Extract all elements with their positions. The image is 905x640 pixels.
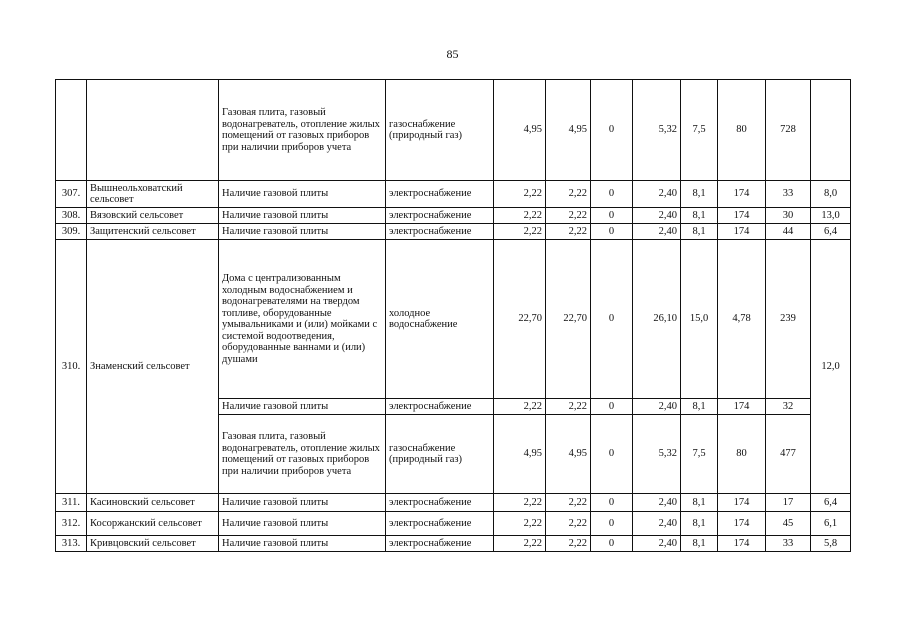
value-cell: 2,22 [494, 181, 546, 208]
table-row [56, 208, 851, 224]
value-cell: 728 [766, 80, 811, 181]
service-description: Дома с централизованным холодным водоснабжением и водонагревателями на твердом топливе, оборудованные умывальниками и (или) мойками с системой водоотведения, оборудованные ваннами и (или) душами [219, 240, 386, 399]
last-value: 8,0 [811, 181, 851, 208]
last-value [811, 80, 851, 181]
value-cell: 2,22 [494, 494, 546, 512]
value-cell: 2,22 [546, 536, 591, 552]
value-cell: 2,22 [494, 224, 546, 240]
value-cell: 4,78 [718, 240, 766, 399]
service-type: электроснабжение [386, 399, 494, 415]
table-row [56, 240, 851, 399]
service-type: газоснабжение (природный газ) [386, 80, 494, 181]
settlement-name: Знаменский сельсовет [87, 240, 219, 494]
value-cell: 8,1 [681, 181, 718, 208]
value-cell: 2,40 [633, 399, 681, 415]
service-type: холодное водоснабжение [386, 240, 494, 399]
value-cell: 2,40 [633, 536, 681, 552]
value-cell: 0 [591, 208, 633, 224]
value-cell: 2,22 [546, 399, 591, 415]
last-value: 12,0 [811, 240, 851, 494]
value-cell: 30 [766, 208, 811, 224]
value-cell: 239 [766, 240, 811, 399]
value-cell: 174 [718, 208, 766, 224]
row-number: 313. [56, 536, 87, 552]
value-cell: 8,1 [681, 536, 718, 552]
value-cell: 8,1 [681, 399, 718, 415]
value-cell: 33 [766, 536, 811, 552]
value-cell: 0 [591, 224, 633, 240]
value-cell: 8,1 [681, 224, 718, 240]
value-cell: 2,22 [494, 512, 546, 536]
value-cell: 0 [591, 80, 633, 181]
value-cell: 174 [718, 494, 766, 512]
value-cell: 22,70 [546, 240, 591, 399]
service-description: Наличие газовой плиты [219, 208, 386, 224]
value-cell: 7,5 [681, 80, 718, 181]
service-type: электроснабжение [386, 181, 494, 208]
utility-norms-table [55, 79, 851, 552]
table-row [56, 536, 851, 552]
value-cell: 8,1 [681, 494, 718, 512]
value-cell: 2,22 [546, 181, 591, 208]
value-cell: 44 [766, 224, 811, 240]
page-number: 85 [446, 47, 459, 61]
row-number: 307. [56, 181, 87, 208]
service-type: электроснабжение [386, 536, 494, 552]
last-value: 6,1 [811, 512, 851, 536]
value-cell: 2,22 [546, 494, 591, 512]
service-description: Наличие газовой плиты [219, 224, 386, 240]
value-cell: 2,22 [546, 224, 591, 240]
settlement-name: Вязовский сельсовет [87, 208, 219, 224]
value-cell: 0 [591, 181, 633, 208]
row-number: 308. [56, 208, 87, 224]
settlement-name: Косоржанский сельсовет [87, 512, 219, 536]
service-description: Газовая плита, газовый водонагреватель, отопление жилых помещений от газовых приборов при наличии приборов учета [219, 80, 386, 181]
value-cell: 0 [591, 240, 633, 399]
table-row [56, 80, 851, 181]
value-cell: 2,22 [494, 399, 546, 415]
service-type: электроснабжение [386, 224, 494, 240]
value-cell: 8,1 [681, 512, 718, 536]
service-description: Наличие газовой плиты [219, 494, 386, 512]
service-type: электроснабжение [386, 494, 494, 512]
value-cell: 174 [718, 512, 766, 536]
value-cell: 0 [591, 494, 633, 512]
service-description: Наличие газовой плиты [219, 536, 386, 552]
service-type: электроснабжение [386, 208, 494, 224]
value-cell: 174 [718, 181, 766, 208]
value-cell: 4,95 [546, 415, 591, 494]
service-description: Наличие газовой плиты [219, 512, 386, 536]
value-cell: 2,22 [546, 512, 591, 536]
service-description: Наличие газовой плиты [219, 181, 386, 208]
value-cell: 17 [766, 494, 811, 512]
table-row [56, 494, 851, 512]
service-type: электроснабжение [386, 512, 494, 536]
value-cell: 5,32 [633, 415, 681, 494]
value-cell: 2,22 [494, 208, 546, 224]
value-cell: 22,70 [494, 240, 546, 399]
settlement-name: Вышнеольховатский сельсовет [87, 181, 219, 208]
row-number: 309. [56, 224, 87, 240]
row-number: 310. [56, 240, 87, 494]
value-cell: 2,22 [546, 208, 591, 224]
table-row [56, 512, 851, 536]
value-cell: 2,40 [633, 208, 681, 224]
value-cell: 4,95 [494, 415, 546, 494]
table-row [56, 224, 851, 240]
value-cell: 26,10 [633, 240, 681, 399]
last-value: 6,4 [811, 494, 851, 512]
row-number [56, 80, 87, 181]
value-cell: 80 [718, 80, 766, 181]
value-cell: 174 [718, 399, 766, 415]
last-value: 6,4 [811, 224, 851, 240]
value-cell: 2,40 [633, 494, 681, 512]
value-cell: 8,1 [681, 208, 718, 224]
value-cell: 0 [591, 399, 633, 415]
table-row [56, 181, 851, 208]
value-cell: 174 [718, 224, 766, 240]
settlement-name: Кривцовский сельсовет [87, 536, 219, 552]
settlement-name: Защитенский сельсовет [87, 224, 219, 240]
value-cell: 4,95 [546, 80, 591, 181]
value-cell: 0 [591, 536, 633, 552]
value-cell: 0 [591, 512, 633, 536]
service-type: газоснабжение (природный газ) [386, 415, 494, 494]
value-cell: 80 [718, 415, 766, 494]
value-cell: 33 [766, 181, 811, 208]
value-cell: 4,95 [494, 80, 546, 181]
last-value: 5,8 [811, 536, 851, 552]
settlement-name: Касиновский сельсовет [87, 494, 219, 512]
value-cell: 5,32 [633, 80, 681, 181]
value-cell: 477 [766, 415, 811, 494]
value-cell: 32 [766, 399, 811, 415]
value-cell: 45 [766, 512, 811, 536]
value-cell: 2,40 [633, 224, 681, 240]
value-cell: 7,5 [681, 415, 718, 494]
service-description: Газовая плита, газовый водонагреватель, отопление жилых помещений от газовых приборов при наличии приборов учета [219, 415, 386, 494]
value-cell: 174 [718, 536, 766, 552]
value-cell: 0 [591, 415, 633, 494]
value-cell: 2,40 [633, 181, 681, 208]
value-cell: 2,22 [494, 536, 546, 552]
service-description: Наличие газовой плиты [219, 399, 386, 415]
row-number: 311. [56, 494, 87, 512]
settlement-name [87, 80, 219, 181]
row-number: 312. [56, 512, 87, 536]
value-cell: 2,40 [633, 512, 681, 536]
last-value: 13,0 [811, 208, 851, 224]
value-cell: 15,0 [681, 240, 718, 399]
